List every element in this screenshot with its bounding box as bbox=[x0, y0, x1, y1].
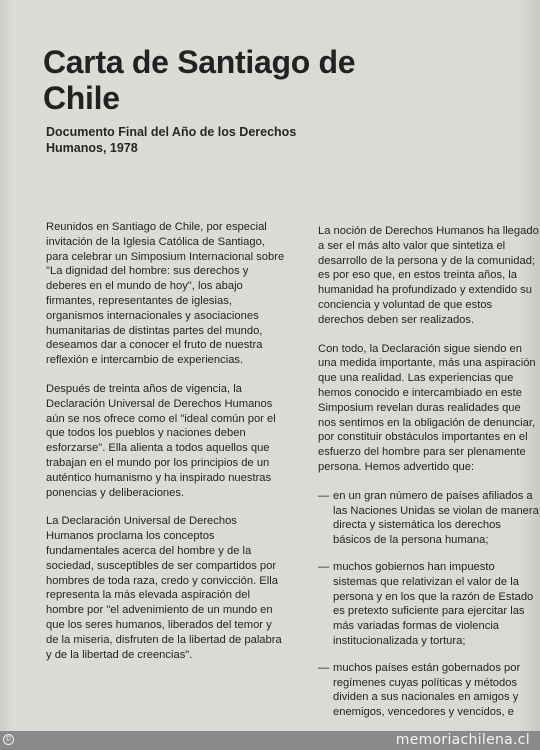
right-column bbox=[318, 224, 540, 732]
list-item-text: en un gran número de países afiliados a las Naciones Unidas se violan de manera directa y sistemática los derechos básicos de la persona humana; bbox=[333, 489, 539, 547]
paragraph: Después de treinta años de vigencia, la Declaración Universal de Derechos Humanos aún se nos ofrece como el "ideal común por el que todos los pueblos y naciones deben esforzarse". Ella alienta a todos aquellos que trabajan en el mundo por los principios de un auténtico humanismo y ha inspirado nuestras ponencias y deliberaciones. bbox=[46, 382, 276, 499]
dash-marker: — bbox=[318, 661, 330, 674]
list-item bbox=[318, 489, 540, 548]
document-title: Carta de Santiago de Chile bbox=[43, 44, 356, 116]
list-item bbox=[318, 661, 540, 720]
list-item-text: muchos gobiernos han impuesto sistemas que relativizan el valor de la persona y en los que la razón de Estado es pretexto suficiente para ejercitar las más variadas formas de violencia institucionalizada y tortura; bbox=[333, 560, 534, 647]
dash-marker: — bbox=[318, 560, 330, 573]
paragraph: La Declaración Universal de Derechos Humanos proclama los conceptos fundamentales acerca del hombre y de la sociedad, susceptibles de ser compartidos por hombres de toda raza, credo y convicción. Ella representa la más elevada aspiración del hombre por "el advenimiento de un mundo en que los seres humanos, liberados del temor y de la miseria, disfruten de la libertad de palabra y de la libertad de creencias". bbox=[46, 515, 282, 661]
bullet-list bbox=[318, 489, 540, 720]
copyright-icon: © bbox=[5, 735, 12, 743]
watermark-brand[interactable]: memoriachilena.cl bbox=[395, 732, 530, 748]
paragraph: Con todo, la Declaración sigue siendo en una medida importante, más una aspiración que una realidad. Las experiencias que hemos conocido e intercambiado en este Simposium revelan duras realidades que nos sentimos en la obligación de denunciar, por constituir obstáculos importantes en el esfuerzo del hombre para ser plenamente persona. Hemos advertido que: bbox=[318, 342, 536, 473]
paragraph: Reunidos en Santiago de Chile, por especial invitación de la Iglesia Católica de Santiago, para celebrar un Simposium Internacional sobre "La dignidad del hombre: sus derechos y deberes en el mundo de hoy", los abajo firmantes, representantes de iglesias, organismos internacionales y asociaciones humanitarias de distintas partes del mundo, deseamos dar a conocer el fruto de nuestra reflexión e intercambio de experiencias. bbox=[46, 221, 285, 367]
list-item bbox=[318, 560, 540, 649]
left-column bbox=[46, 220, 286, 676]
paragraph: La noción de Derechos Humanos ha llegado a ser el más alto valor que sintetiza el desarrollo de la persona y de la comunidad; es por eso que, en estos treinta años, la humanidad ha profundizado y extendido su conciencia y voluntad de que estos derechos deben ser realizados. bbox=[318, 225, 539, 326]
document-subtitle: Documento Final del Año de los Derechos Humanos, 1978 bbox=[46, 125, 297, 155]
list-item-text: muchos países están gobernados por regímenes cuyas políticas y métodos dividen a sus nacionales en amigos y enemigos, vencedores y vencidos, e bbox=[333, 661, 521, 719]
dash-marker: — bbox=[318, 489, 330, 502]
watermark-bar bbox=[0, 731, 540, 750]
